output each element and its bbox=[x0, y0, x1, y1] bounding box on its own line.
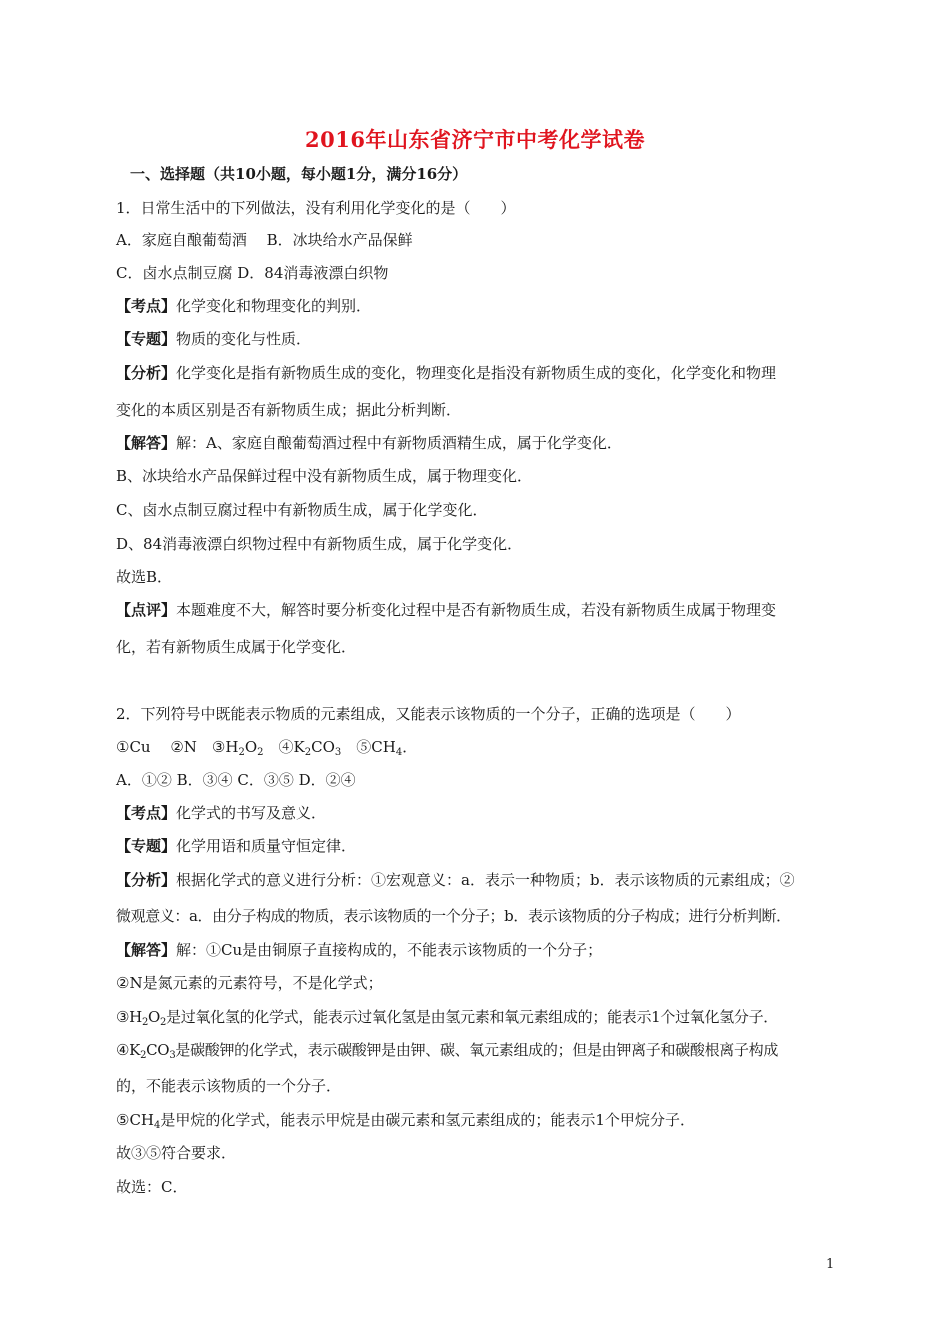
subscript: 2 bbox=[238, 747, 245, 758]
q1-answer: 故选B． bbox=[116, 568, 173, 586]
kaodian-label: 【考点】 bbox=[116, 297, 177, 315]
page-number: 1 bbox=[826, 1257, 835, 1272]
q2-jieda-line2: ②N是氮元素的元素符号，不是化学式； bbox=[116, 974, 383, 992]
q2-conclusion: 故③⑤符合要求． bbox=[116, 1144, 237, 1162]
dianping-text: 本题难度不大，解答时要分析变化过程中是否有新物质生成，若没有新物质生成属于物理变 bbox=[176, 601, 777, 619]
formula-text: ④K bbox=[116, 1041, 141, 1059]
q1-jieda-line2: B、冰块给水产品保鲜过程中没有新物质生成，属于物理变化． bbox=[116, 467, 533, 485]
q2-fenxi-line2: 微观意义：a．由分子构成的物质，表示该物质的一个分子；b．表示该物质的分子构成；进行分析判断． bbox=[116, 907, 791, 925]
formula-text: ③H bbox=[116, 1008, 142, 1026]
q2-jieda bbox=[116, 940, 602, 960]
q2-jieda-line4 bbox=[116, 1040, 778, 1060]
q1-fenxi bbox=[116, 363, 776, 383]
zhuanti-text: 物质的变化与性质． bbox=[176, 330, 312, 348]
section-heading: 一、选择题（共10小题，每小题1分，满分16分） bbox=[130, 165, 468, 183]
zhuanti-text: 化学用语和质量守恒定律． bbox=[176, 837, 357, 855]
q2-answer: 故选：C． bbox=[116, 1178, 188, 1196]
q1-question: 1．日常生活中的下列做法，没有利用化学变化的是（ ） bbox=[116, 199, 516, 217]
page-title: 2016年山东省济宁市中考化学试卷 bbox=[305, 127, 645, 152]
q2-zhuanti bbox=[116, 836, 356, 856]
symbol-text: ⑤CH bbox=[341, 738, 396, 756]
line-text: 是过氧化氢的化学式，能表示过氧化氢是由氢元素和氧元素组成的；能表示1个过氧化氢分子． bbox=[166, 1008, 779, 1026]
q2-jieda-line3 bbox=[116, 1007, 778, 1027]
formula-text: O bbox=[148, 1008, 160, 1026]
symbol-text: O bbox=[244, 738, 258, 756]
q1-dianping bbox=[116, 600, 776, 620]
q2-symbols bbox=[116, 737, 417, 757]
q1-fenxi-line2: 变化的本质区别是否有新物质生成；据此分析判断． bbox=[116, 401, 462, 419]
jieda-text: 解：A、家庭自酿葡萄酒过程中有新物质酒精生成，属于化学变化． bbox=[176, 434, 622, 452]
fenxi-label: 【分析】 bbox=[116, 364, 177, 382]
q1-jieda-line3: C、卤水点制豆腐过程中有新物质生成，属于化学变化． bbox=[116, 501, 488, 519]
kaodian-label: 【考点】 bbox=[116, 804, 177, 822]
q2-question: 2．下列符号中既能表示物质的元素组成，又能表示该物质的一个分子，正确的选项是（ ） bbox=[116, 705, 741, 723]
symbol-text: ④K bbox=[263, 738, 305, 756]
jieda-label: 【解答】 bbox=[116, 434, 177, 452]
q1-zhuanti bbox=[116, 329, 311, 349]
fenxi-text: 化学变化是指有新物质生成的变化，物理变化是指没有新物质生成的变化，化学变化和物理 bbox=[176, 364, 777, 382]
q2-kaodian bbox=[116, 803, 326, 823]
subscript: 2 bbox=[257, 747, 264, 758]
q1-jieda-line4: D、84消毒液漂白织物过程中有新物质生成，属于化学变化． bbox=[116, 535, 523, 553]
jieda-text: 解：①Cu是由铜原子直接构成的，不能表示该物质的一个分子； bbox=[176, 941, 603, 959]
subscript: 2 bbox=[160, 1017, 167, 1028]
fenxi-text: 根据化学式的意义进行分析：①宏观意义：a．表示一种物质；b．表示该物质的元素组成；② bbox=[176, 871, 795, 889]
jieda-label: 【解答】 bbox=[116, 941, 177, 959]
q2-jieda-line5: 的，不能表示该物质的一个分子． bbox=[116, 1077, 342, 1095]
line-text: 是甲烷的化学式，能表示甲烷是由碳元素和氢元素组成的；能表示1个甲烷分子． bbox=[160, 1111, 695, 1129]
dianping-label: 【点评】 bbox=[116, 601, 177, 619]
subscript: 4 bbox=[395, 747, 403, 758]
symbol-text: ①Cu ②N ③H bbox=[116, 738, 239, 756]
q1-options-cd: C．卤水点制豆腐 D．84消毒液漂白织物 bbox=[116, 264, 389, 282]
subscript: 3 bbox=[169, 1050, 176, 1061]
q1-jieda bbox=[116, 433, 622, 453]
subscript: 2 bbox=[304, 747, 312, 758]
line-text: 是碳酸钾的化学式，表示碳酸钾是由钾、碳、氧元素组成的；但是由钾离子和碳酸根离子构成 bbox=[175, 1041, 779, 1059]
subscript: 3 bbox=[334, 747, 342, 758]
zhuanti-label: 【专题】 bbox=[116, 330, 177, 348]
symbol-text: ． bbox=[402, 738, 418, 756]
q2-jieda-line6 bbox=[116, 1110, 695, 1130]
q1-dianping-line2: 化，若有新物质生成属于化学变化． bbox=[116, 638, 357, 656]
symbol-text: CO bbox=[311, 738, 335, 756]
fenxi-label: 【分析】 bbox=[116, 871, 177, 889]
q1-options-ab: A．家庭自酿葡萄酒 B．冰块给水产品保鲜 bbox=[116, 231, 413, 249]
subscript: 4 bbox=[154, 1120, 161, 1131]
q1-kaodian bbox=[116, 296, 371, 316]
subscript: 2 bbox=[141, 1017, 148, 1028]
subscript: 2 bbox=[140, 1050, 147, 1061]
zhuanti-label: 【专题】 bbox=[116, 837, 177, 855]
formula-text: CO bbox=[146, 1041, 170, 1059]
q2-fenxi bbox=[116, 870, 795, 890]
kaodian-text: 化学式的书写及意义． bbox=[176, 804, 327, 822]
kaodian-text: 化学变化和物理变化的判别． bbox=[176, 297, 372, 315]
formula-text: ⑤CH bbox=[116, 1111, 155, 1129]
q2-options: A．①② B．③④ C．③⑤ D．②④ bbox=[116, 771, 356, 789]
